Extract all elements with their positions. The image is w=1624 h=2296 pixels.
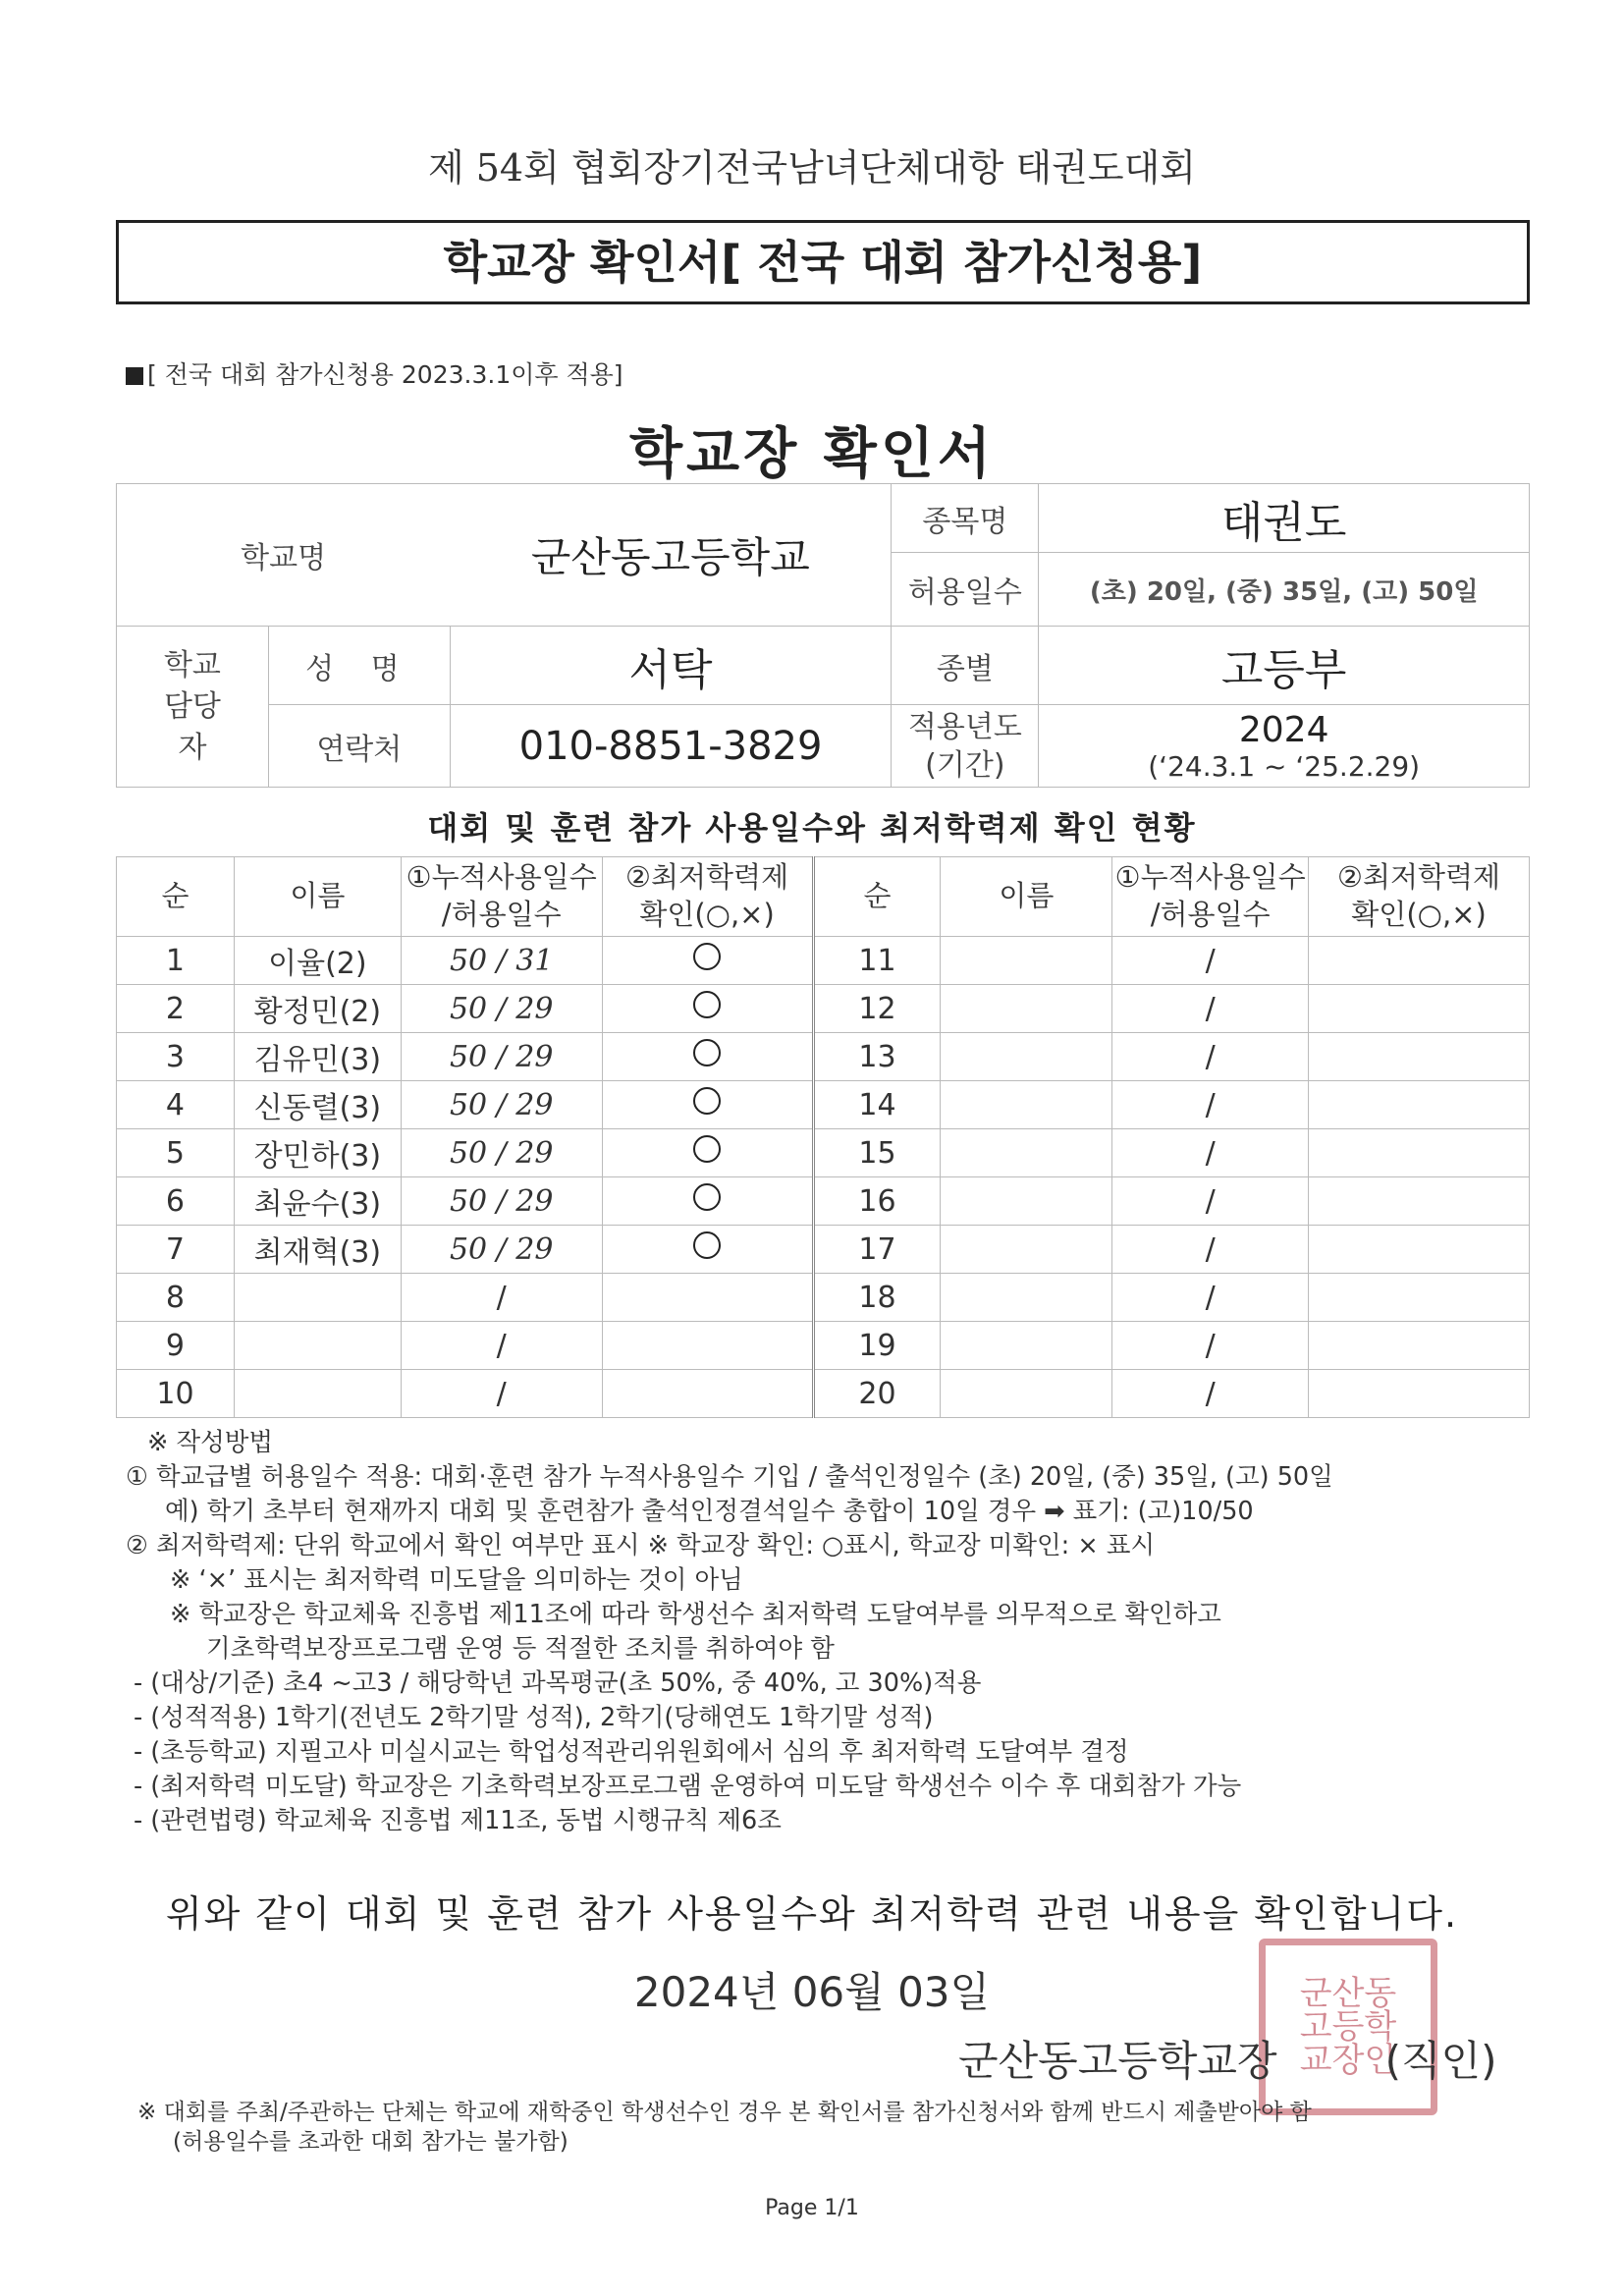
col-header-days-line1: ①누적사용일수: [406, 860, 597, 895]
student-days: /: [401, 1274, 602, 1322]
principal-name: 군산동고등학교장: [958, 2037, 1277, 2085]
student-check: [602, 1129, 813, 1177]
student-days-right: /: [1112, 937, 1309, 985]
contact-value: 010-8851-3829: [450, 705, 892, 788]
table-row: [117, 1177, 1530, 1226]
student-name: [234, 1322, 401, 1370]
col-header-check-line1-right: ②최저학력제: [1337, 860, 1501, 895]
table-row: [117, 1081, 1530, 1129]
allowed-days-label: 허용일수: [892, 553, 1039, 627]
student-name-right: [941, 1274, 1112, 1322]
table-row: [117, 1129, 1530, 1177]
student-name: 김유민(3): [234, 1033, 401, 1081]
student-no-right: 11: [813, 937, 941, 985]
student-days-right: /: [1112, 1370, 1309, 1418]
student-name-right: [941, 1322, 1112, 1370]
year-cell: [1039, 705, 1530, 788]
document-title: 학교장 확인서: [628, 422, 996, 486]
student-check: [602, 1274, 813, 1322]
student-no: 8: [117, 1274, 235, 1322]
signing-date: 2024년 06월 03일: [633, 1968, 991, 2016]
circle-mark-icon: [693, 1039, 721, 1066]
student-days-right: /: [1112, 985, 1309, 1033]
instruction-item: - (대상/기준) 초4 ~고3 / 해당학년 과목평균(초 50%, 중 40%, 고 30%)적용: [134, 1668, 982, 1698]
year-value: 2024: [1238, 709, 1329, 750]
student-no-right: 15: [813, 1129, 941, 1177]
col-header-check: [602, 857, 813, 937]
col-header-no: 순: [117, 857, 235, 937]
instruction-item: 예) 학기 초부터 현재까지 대회 및 훈련참가 출석인정결석일수 총합이 10일 경우 ➡ 표기: (고)10/50: [165, 1497, 1254, 1526]
footer-note-line2: (허용일수를 초과한 대회 참가는 불가함): [173, 2129, 568, 2155]
table-row: [117, 937, 1530, 985]
table-row: [117, 1033, 1530, 1081]
student-no-right: 14: [813, 1081, 941, 1129]
student-days-right: /: [1112, 1033, 1309, 1081]
period-value: (‘24.3.1 ~ ‘25.2.29): [1148, 749, 1421, 783]
student-name: 이율(2): [234, 937, 401, 985]
student-no: 1: [117, 937, 235, 985]
student-name-right: [941, 1226, 1112, 1274]
col-header-check-line1: ②최저학력제: [625, 860, 789, 895]
student-days: 50 / 29: [401, 1129, 602, 1177]
student-days: 50 / 29: [401, 1226, 602, 1274]
student-no: 5: [117, 1129, 235, 1177]
student-list-table: [116, 856, 1530, 1418]
table-row: [117, 1226, 1530, 1274]
category-label: 종별: [892, 627, 1039, 705]
instruction-item: ② 최저학력제: 단위 학교에서 확인 여부만 표시 ※ 학교장 확인: ○표시, 학교장 미확인: × 표시: [126, 1531, 1156, 1560]
student-name: 최윤수(3): [234, 1177, 401, 1226]
student-check: [602, 985, 813, 1033]
student-days-right: /: [1112, 1081, 1309, 1129]
student-check: [602, 1033, 813, 1081]
student-name: 황정민(2): [234, 985, 401, 1033]
principal-signature-line: [958, 2029, 1497, 2088]
student-no: 2: [117, 985, 235, 1033]
instruction-item: - (성적적용) 1학기(전년도 2학기말 성적), 2학기(당해연도 1학기말 성적): [134, 1703, 934, 1732]
student-no-right: 20: [813, 1370, 941, 1418]
student-name: [234, 1274, 401, 1322]
student-check-right: [1309, 1226, 1530, 1274]
sport-label: 종목명: [892, 484, 1039, 553]
usage-note-text: [ 전국 대회 참가신청용 2023.3.1이후 적용]: [147, 360, 623, 389]
student-no-right: 18: [813, 1274, 941, 1322]
student-check-right: [1309, 1370, 1530, 1418]
student-name: 장민하(3): [234, 1129, 401, 1177]
student-check-right: [1309, 1322, 1530, 1370]
manager-label-text: 학교 담당자: [163, 647, 221, 765]
instruction-item: - (초등학교) 지필고사 미실시교는 학업성적관리위원회에서 심의 후 최저학력 도달여부 결정: [134, 1737, 1129, 1767]
student-name-right: [941, 1177, 1112, 1226]
student-name: 최재혁(3): [234, 1226, 401, 1274]
student-check: [602, 1370, 813, 1418]
sport-value: 태권도: [1039, 484, 1530, 553]
col-header-check-line2-right: 확인(○,×): [1351, 898, 1487, 931]
instructions-block: [126, 1426, 1520, 1838]
seal-text: 군산동고등학교장인: [1299, 1974, 1397, 2080]
student-days: 50 / 29: [401, 1081, 602, 1129]
col-header-check-line2: 확인(○,×): [639, 898, 775, 931]
student-name: [234, 1370, 401, 1418]
student-days: /: [401, 1322, 602, 1370]
student-no: 3: [117, 1033, 235, 1081]
student-days-right: /: [1112, 1274, 1309, 1322]
student-days-right: /: [1112, 1129, 1309, 1177]
manager-label: [117, 627, 269, 788]
student-no: 4: [117, 1081, 235, 1129]
category-value: 고등부: [1039, 627, 1530, 705]
circle-mark-icon: [693, 1183, 721, 1211]
person-name-value: 서탁: [450, 627, 892, 705]
circle-mark-icon: [693, 1087, 721, 1115]
col-header-name-right: 이름: [941, 857, 1112, 937]
student-no: 6: [117, 1177, 235, 1226]
confirmation-statement: 위와 같이 대회 및 훈련 참가 사용일수와 최저학력 관련 내용을 확인합니다.: [165, 1892, 1459, 1936]
student-no-right: 13: [813, 1033, 941, 1081]
student-name-right: [941, 937, 1112, 985]
student-check-right: [1309, 1033, 1530, 1081]
student-check-right: [1309, 1081, 1530, 1129]
col-header-days: [401, 857, 602, 937]
event-title: 제 54회 협회장기전국남녀단체대항 태권도대회: [427, 146, 1197, 190]
year-label-text: 적용년도 (기간): [907, 709, 1022, 783]
student-check-right: [1309, 1274, 1530, 1322]
student-no-right: 19: [813, 1322, 941, 1370]
instruction-item: ① 학교급별 허용일수 적용: 대회·훈련 참가 누적사용일수 기입 / 출석인정일수 (초) 20일, (중) 35일, (고) 50일: [126, 1462, 1333, 1492]
instruction-item: - (최저학력 미도달) 학교장은 기초학력보장프로그램 운영하여 미도달 학생선수 이수 후 대회참가 가능: [134, 1772, 1242, 1801]
student-check-right: [1309, 1129, 1530, 1177]
list-header-row: [117, 857, 1530, 937]
circle-mark-icon: [693, 943, 721, 970]
student-name-right: [941, 1129, 1112, 1177]
student-check: [602, 1081, 813, 1129]
header-box: [116, 220, 1530, 304]
student-name: 신동렬(3): [234, 1081, 401, 1129]
seal-label: (직인): [1384, 2037, 1497, 2085]
official-seal-stamp: [1259, 1939, 1437, 2115]
student-days: 50 / 29: [401, 1033, 602, 1081]
student-no-right: 12: [813, 985, 941, 1033]
student-days-right: /: [1112, 1226, 1309, 1274]
table-row: [117, 985, 1530, 1033]
student-no-right: 16: [813, 1177, 941, 1226]
student-check-right: [1309, 985, 1530, 1033]
student-no: 10: [117, 1370, 235, 1418]
col-header-days-line2-right: /허용일수: [1150, 898, 1271, 931]
square-bullet-icon: [126, 367, 143, 385]
student-days: 50 / 29: [401, 1177, 602, 1226]
circle-mark-icon: [693, 991, 721, 1018]
student-check: [602, 1322, 813, 1370]
header-box-title: 학교장 확인서[ 전국 대회 참가신청용]: [443, 236, 1203, 289]
year-label: [892, 705, 1039, 788]
instruction-item: ※ ‘×’ 표시는 최저학력 미도달을 의미하는 것이 아님: [170, 1565, 743, 1595]
col-header-days-right: [1112, 857, 1309, 937]
footer-note: [137, 2098, 1532, 2157]
student-check-right: [1309, 937, 1530, 985]
student-days: 50 / 31: [401, 937, 602, 985]
page-number: Page 1/1: [765, 2196, 859, 2220]
col-header-name: 이름: [234, 857, 401, 937]
table-row: [117, 1274, 1530, 1322]
instruction-item: 기초학력보장프로그램 운영 등 적절한 조치를 취하여야 함: [206, 1634, 835, 1664]
instruction-item: ※ 학교장은 학교체육 진흥법 제11조에 따라 학생선수 최저학력 도달여부를 의무적으로 확인하고: [170, 1600, 1221, 1629]
student-days: /: [401, 1370, 602, 1418]
instruction-item: - (관련법령) 학교체육 진흥법 제11조, 동법 시행규칙 제6조: [134, 1806, 782, 1835]
circle-mark-icon: [693, 1231, 721, 1259]
col-header-no-right: 순: [813, 857, 941, 937]
usage-note: [126, 355, 623, 391]
allowed-days-value: (초) 20일, (중) 35일, (고) 50일: [1039, 553, 1530, 627]
student-days-right: /: [1112, 1322, 1309, 1370]
col-header-days-line2: /허용일수: [441, 898, 562, 931]
student-check: [602, 937, 813, 985]
student-name-right: [941, 1081, 1112, 1129]
col-header-check-right: [1309, 857, 1530, 937]
table-row: [117, 1370, 1530, 1418]
student-name-right: [941, 985, 1112, 1033]
school-name-value: 군산동고등학교: [450, 484, 892, 627]
student-no-right: 17: [813, 1226, 941, 1274]
student-name-right: [941, 1370, 1112, 1418]
person-name-label: 성 명: [268, 627, 450, 705]
student-list-body: [117, 857, 1530, 1418]
instruction-heading: ※ 작성방법: [147, 1428, 274, 1457]
student-no: 9: [117, 1322, 235, 1370]
student-name-right: [941, 1033, 1112, 1081]
student-check: [602, 1226, 813, 1274]
student-days: 50 / 29: [401, 985, 602, 1033]
student-days-right: /: [1112, 1177, 1309, 1226]
footer-note-line1: ※ 대회를 주최/주관하는 단체는 학교에 재학중인 학생선수인 경우 본 확인서를 참가신청서와 함께 반드시 제출받아야 함: [137, 2100, 1312, 2125]
table-row: [117, 1322, 1530, 1370]
student-no: 7: [117, 1226, 235, 1274]
school-info-table: [116, 483, 1530, 788]
section-title: 대회 및 훈련 참가 사용일수와 최저학력제 확인 현황: [427, 809, 1197, 847]
student-check-right: [1309, 1177, 1530, 1226]
circle-mark-icon: [693, 1135, 721, 1163]
col-header-days-line1-right: ①누적사용일수: [1114, 860, 1306, 895]
student-check: [602, 1177, 813, 1226]
contact-label: 연락처: [268, 705, 450, 788]
school-name-label: 학교명: [117, 484, 451, 627]
